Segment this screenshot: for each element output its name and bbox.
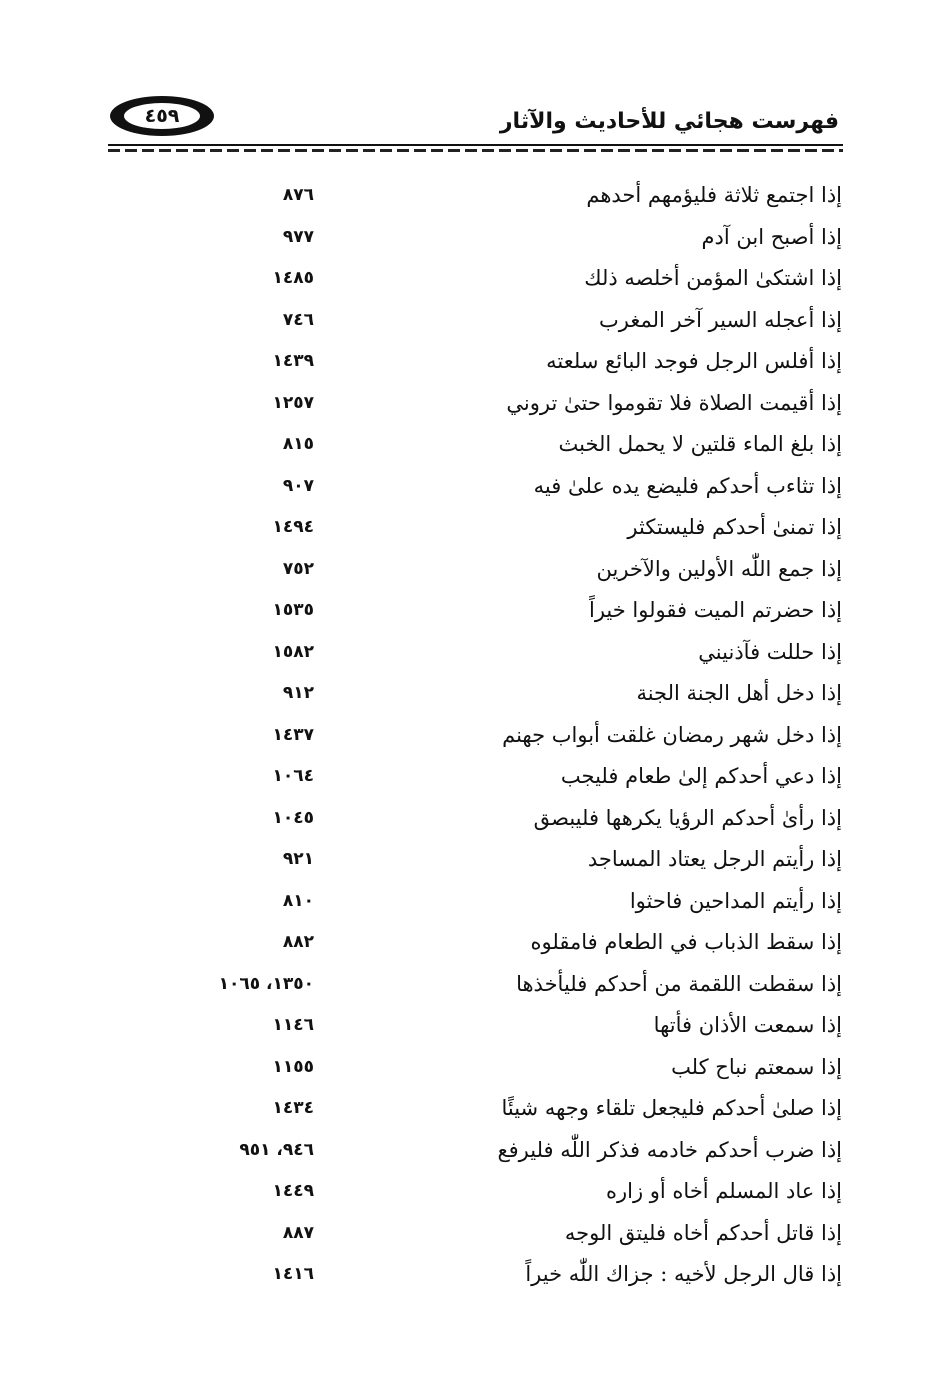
entry-references: ١٤٣٧	[272, 724, 314, 745]
header-dashed-rule	[108, 149, 843, 152]
index-entry	[150, 257, 842, 299]
entry-references: ٩٤٦، ٩٥١	[239, 1139, 314, 1160]
index-entry	[150, 921, 842, 963]
index-entry	[150, 714, 842, 756]
entry-text: إذا قال الرجل لأخيه : جزاك اللّٰه خيراً	[525, 1262, 842, 1286]
index-entry	[150, 1087, 842, 1129]
running-title: فهرست هجائي للأحاديث والآثار	[499, 109, 839, 134]
index-entry	[150, 423, 842, 465]
index-entry	[150, 963, 842, 1005]
hadith-index-list	[150, 174, 842, 1295]
entry-references: ١٠٤٥	[272, 807, 314, 828]
index-entry	[150, 1046, 842, 1088]
entry-text: إذا رأيتم المداحين فاحثوا	[629, 888, 842, 913]
entry-text: إذا رأيتم الرجل يعتاد المساجد	[587, 847, 842, 871]
entry-references: ٩٠٧	[282, 475, 314, 496]
index-entry	[150, 465, 842, 507]
entry-references: ٧٥٢	[282, 558, 314, 579]
entry-references: ١١٥٥	[272, 1056, 314, 1077]
entry-text: إذا تثاءب أحدكم فليضع يده علىٰ فيه	[533, 473, 842, 498]
entry-references: ١٥٣٥	[272, 600, 314, 620]
entry-text: إذا تمنىٰ أحدكم فليستكثر	[627, 515, 842, 539]
entry-text: إذا اجتمع ثلاثة فليؤمهم أحدهم	[586, 183, 842, 207]
entry-references: ١٤٩٤	[272, 517, 314, 537]
index-entry	[150, 838, 842, 880]
entry-references: ١٥٨٢	[272, 641, 314, 662]
entry-text: إذا أقيمت الصلاة فلا تقوموا حتىٰ تروني	[506, 390, 842, 415]
entry-text: إذا ضرب أحدكم خادمه فذكر اللّٰه فليرفع	[497, 1137, 842, 1162]
index-entry	[150, 1004, 842, 1046]
entry-references: ٩٧٧	[282, 226, 314, 247]
entry-text: إذا سقطت اللقمة من أحدكم فليأخذها	[516, 971, 842, 996]
page-header	[108, 92, 843, 152]
entry-references: ٩١٢	[282, 683, 314, 703]
entry-text: إذا أصبح ابن آدم	[701, 224, 842, 249]
entry-text: إذا دخل شهر رمضان غلقت أبواب جهنم	[502, 722, 842, 747]
page-number-badge	[110, 96, 214, 136]
entry-text: إذا اشتكىٰ المؤمن أخلصه ذلك	[584, 266, 842, 290]
entry-text: إذا قاتل أحدكم أخاه فليتق الوجه	[564, 1220, 842, 1245]
index-entry	[150, 672, 842, 714]
index-entry	[150, 548, 842, 590]
entry-references: ٨٨٧	[282, 1222, 314, 1243]
index-entry	[150, 1170, 842, 1212]
index-entry	[150, 340, 842, 382]
entry-references: ١٤٤٩	[272, 1181, 314, 1201]
index-entry	[150, 797, 842, 839]
entry-references: ٩٢١	[282, 849, 314, 869]
entry-text: إذا سقط الذباب في الطعام فامقلوه	[530, 930, 842, 954]
entry-text: إذا سمعتم نباح كلب	[671, 1054, 842, 1079]
entry-text: إذا أعجله السير آخر المغرب	[598, 307, 842, 332]
entry-references: ١٢٥٧	[272, 392, 314, 413]
header-rule	[108, 144, 843, 146]
entry-text: إذا أفلس الرجل فوجد البائع سلعته	[546, 349, 842, 373]
index-entry	[150, 1212, 842, 1254]
entry-text: إذا رأىٰ أحدكم الرؤيا يكرهها فليبصق	[533, 805, 842, 830]
entry-references: ٨٧٦	[282, 185, 314, 205]
entry-text: إذا دخل أهل الجنة الجنة	[636, 681, 842, 705]
entry-references: ٨٨٢	[282, 932, 314, 952]
entry-text: إذا عاد المسلم أخاه أو زاره	[605, 1179, 842, 1203]
index-entry	[150, 382, 842, 424]
index-entry	[150, 174, 842, 216]
entry-references: ٨١٠	[282, 890, 314, 911]
entry-references: ١٤٨٥	[272, 268, 314, 288]
entry-references: ٧٤٦	[282, 309, 314, 330]
entry-references: ١٤١٦	[272, 1264, 314, 1284]
entry-text: إذا بلغ الماء قلتين لا يحمل الخبث	[558, 432, 842, 456]
entry-references: ١٠٦٤	[272, 766, 314, 786]
entry-text: إذا دعي أحدكم إلىٰ طعام فليجب	[560, 764, 842, 788]
index-entry	[150, 1253, 842, 1295]
entry-text: إذا سمعت الأذان فأتها	[653, 1013, 842, 1037]
page-number: ٤٥٩	[124, 103, 200, 129]
entry-references: ١١٤٦	[272, 1015, 314, 1035]
entry-references: ١٤٣٩	[272, 351, 314, 371]
index-entry	[150, 216, 842, 258]
index-entry	[150, 880, 842, 922]
index-entry	[150, 1129, 842, 1171]
index-entry	[150, 589, 842, 631]
index-entry	[150, 631, 842, 673]
entry-text: إذا حللت فآذنيني	[698, 639, 842, 664]
entry-references: ١٤٣٤	[272, 1098, 314, 1118]
index-entry	[150, 299, 842, 341]
index-entry	[150, 755, 842, 797]
index-entry	[150, 506, 842, 548]
entry-references: ١٣٥٠، ١٠٦٥	[218, 973, 314, 994]
entry-text: إذا صلىٰ أحدكم فليجعل تلقاء وجهه شيئًا	[501, 1096, 842, 1120]
entry-text: إذا جمع اللّٰه الأولين والآخرين	[596, 556, 842, 581]
entry-text: إذا حضرتم الميت فقولوا خيراً	[589, 598, 842, 622]
entry-references: ٨١٥	[282, 434, 314, 454]
